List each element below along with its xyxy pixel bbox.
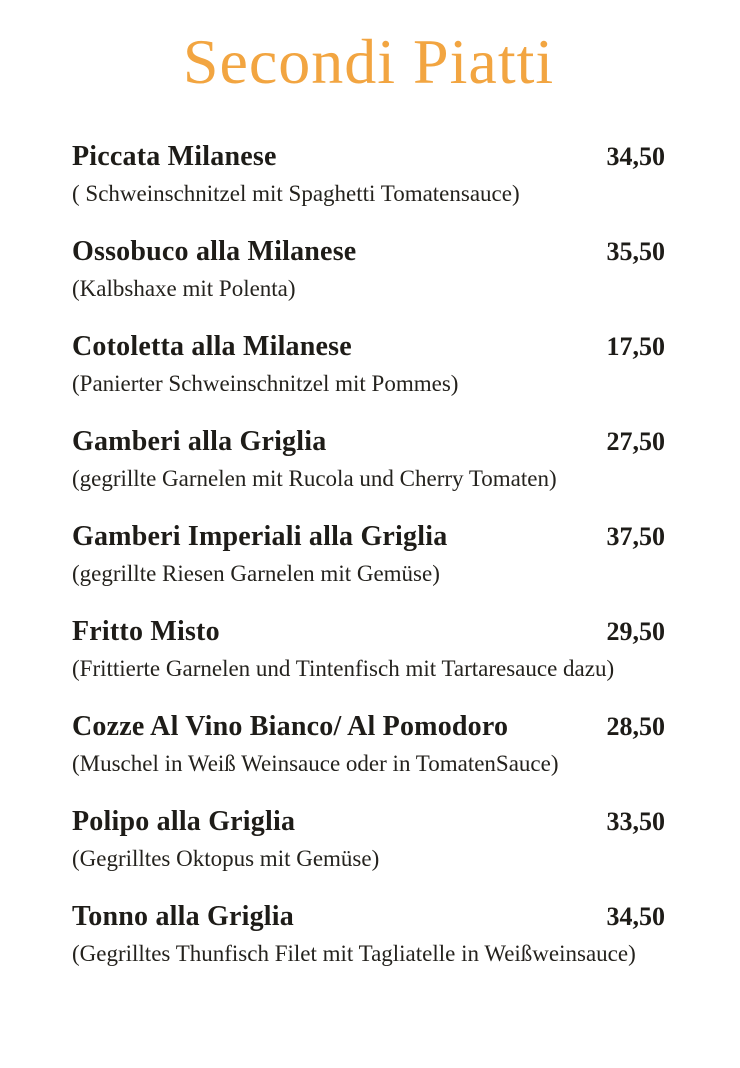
- dish-description: (Gegrilltes Thunfisch Filet mit Tagliatelle in Weißweinsauce): [72, 940, 636, 966]
- menu-item: [72, 900, 665, 968]
- dish-description: (Kalbshaxe mit Polenta): [72, 275, 296, 301]
- dish-name: Fritto Misto: [72, 615, 220, 647]
- menu-list: [72, 140, 665, 968]
- menu-item: [72, 520, 665, 588]
- dish-price: 28,50: [606, 711, 665, 741]
- dish-description: (gegrillte Garnelen mit Rucola und Cherry Tomaten): [72, 465, 557, 491]
- menu-item-row: [72, 805, 665, 839]
- dish-price: 34,50: [606, 141, 665, 171]
- dish-price: 27,50: [606, 426, 665, 456]
- dish-price: 35,50: [606, 236, 665, 266]
- menu-item-row: [72, 900, 665, 934]
- dish-name: Cozze Al Vino Bianco/ Al Pomodoro: [72, 710, 509, 742]
- menu-item-row: [72, 425, 665, 459]
- menu-item: [72, 425, 665, 493]
- menu-item: [72, 710, 665, 778]
- menu-item-row: [72, 710, 665, 744]
- dish-description: ( Schweinschnitzel mit Spaghetti Tomatensauce): [72, 180, 520, 206]
- dish-description: (gegrillte Riesen Garnelen mit Gemüse): [72, 560, 440, 586]
- dish-name: Cotoletta alla Milanese: [72, 330, 352, 362]
- menu-item: [72, 330, 665, 398]
- menu-item-row: [72, 140, 665, 174]
- dish-description: (Frittierte Garnelen und Tintenfisch mit Tartaresauce dazu): [72, 655, 615, 681]
- menu-item: [72, 615, 665, 683]
- dish-price: 37,50: [606, 521, 665, 551]
- dish-name: Piccata Milanese: [72, 140, 277, 172]
- dish-description: (Gegrilltes Oktopus mit Gemüse): [72, 845, 380, 871]
- menu-item: [72, 235, 665, 303]
- menu-item: [72, 805, 665, 873]
- menu-item-row: [72, 330, 665, 364]
- dish-price: 29,50: [606, 616, 665, 646]
- page-title: Secondi Piatti: [182, 26, 555, 97]
- menu-item-row: [72, 520, 665, 554]
- dish-price: 33,50: [606, 806, 665, 836]
- dish-price: 17,50: [606, 331, 665, 361]
- dish-name: Gamberi alla Griglia: [72, 425, 327, 457]
- menu-item: [72, 140, 665, 208]
- dish-description: (Panierter Schweinschnitzel mit Pommes): [72, 370, 459, 396]
- dish-description: (Muschel in Weiß Weinsauce oder in TomatenSauce): [72, 750, 559, 776]
- dish-name: Ossobuco alla Milanese: [72, 235, 357, 267]
- dish-name: Gamberi Imperiali alla Griglia: [72, 520, 448, 552]
- dish-name: Polipo alla Griglia: [72, 805, 296, 837]
- menu-item-row: [72, 235, 665, 269]
- dish-price: 34,50: [606, 901, 665, 931]
- dish-name: Tonno alla Griglia: [72, 900, 294, 932]
- menu-item-row: [72, 615, 665, 649]
